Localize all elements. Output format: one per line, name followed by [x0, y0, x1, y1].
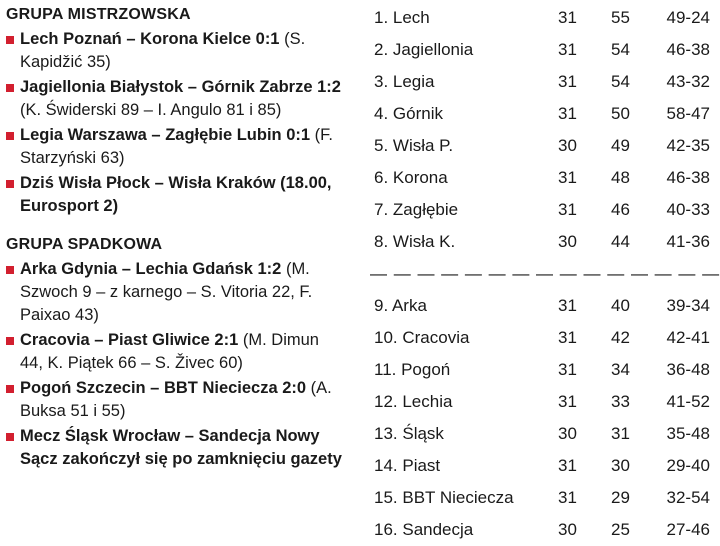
square-bullet-icon: [6, 180, 14, 188]
goal-balance: 27-46: [666, 520, 710, 539]
points: 50: [611, 104, 630, 123]
goal-balance: 46-38: [666, 168, 710, 187]
team-name: 8. Wisła K.: [374, 232, 456, 251]
match-result: [6, 172, 346, 218]
points: 48: [611, 168, 630, 187]
team-name: 15. BBT Nieciecza: [374, 488, 514, 507]
matches-played: 30: [558, 232, 577, 251]
goal-balance: 42-35: [666, 136, 710, 155]
team-name: 2. Jagiellonia: [374, 40, 474, 59]
points: 42: [611, 328, 630, 347]
match-result: [6, 425, 346, 471]
square-bullet-icon: [6, 266, 14, 274]
bottom-group-rows: [370, 290, 720, 546]
team-name: 14. Piast: [374, 456, 441, 475]
points: 40: [611, 296, 630, 315]
square-bullet-icon: [6, 337, 14, 345]
table-row: [370, 194, 720, 226]
team-name: 6. Korona: [374, 168, 448, 187]
match-result: [6, 124, 346, 170]
matches-played: 31: [558, 40, 577, 59]
table-row: [370, 98, 720, 130]
match-result: [6, 329, 346, 375]
results-column: [6, 4, 346, 473]
team-name: 3. Legia: [374, 72, 435, 91]
match-scorers: (S. Kapidžić 35): [20, 30, 306, 71]
goal-balance: 58-47: [666, 104, 710, 123]
match-scorers: (K. Świderski 89 – I. Angulo 81 i 85): [20, 101, 282, 119]
goal-balance: 39-34: [666, 296, 710, 315]
goal-balance: 46-38: [666, 40, 710, 59]
table-row: [370, 226, 720, 258]
team-name: 9. Arka: [374, 296, 427, 315]
match-teams: Arka Gdynia – Lechia Gdańsk 1:2: [20, 260, 282, 278]
matches-played: 31: [558, 72, 577, 91]
group2-title: GRUPA SPADKOWA: [6, 236, 163, 253]
points: 54: [611, 72, 630, 91]
team-name: 5. Wisła P.: [374, 136, 454, 155]
match-scorers: (A. Buksa 51 i 55): [20, 379, 332, 420]
matches-played: 31: [558, 200, 577, 219]
team-name: 1. Lech: [374, 8, 430, 27]
matches-played: 31: [558, 168, 577, 187]
goal-balance: 42-41: [666, 328, 710, 347]
matches-played: 31: [558, 488, 577, 507]
matches-played: 30: [558, 136, 577, 155]
goal-balance: 29-40: [666, 456, 710, 475]
goal-balance: 32-54: [666, 488, 710, 507]
match-scorers: (F. Starzyński 63): [20, 126, 333, 167]
points: 44: [611, 232, 630, 251]
matches-played: 30: [558, 424, 577, 443]
match-teams: Lech Poznań – Korona Kielce 0:1: [20, 30, 280, 48]
points: 49: [611, 136, 630, 155]
match-teams: Cracovia – Piast Gliwice 2:1: [20, 331, 239, 349]
matches-played: 31: [558, 296, 577, 315]
table-row: [370, 290, 720, 322]
table-row: [370, 130, 720, 162]
match-teams: Mecz Śląsk Wrocław – Sandecja Nowy Sącz zakończył się po zamknięciu gazety: [20, 427, 342, 468]
goal-balance: 35-48: [666, 424, 710, 443]
team-name: 10. Cracovia: [374, 328, 470, 347]
matches-played: 31: [558, 392, 577, 411]
table-row: [370, 386, 720, 418]
match-result: [6, 28, 346, 74]
match-result: [6, 377, 346, 423]
goal-balance: 40-33: [666, 200, 710, 219]
points: 46: [611, 200, 630, 219]
goal-balance: 49-24: [666, 8, 710, 27]
table-row: [370, 322, 720, 354]
group2-results: [6, 258, 346, 471]
table-row: [370, 66, 720, 98]
table-row: [370, 418, 720, 450]
matches-played: 30: [558, 520, 577, 539]
points: 29: [611, 488, 630, 507]
match-scorers: (M. Szwoch 9 – z karnego – S. Vitoria 22, F. Paixao 43): [20, 260, 313, 324]
points: 25: [611, 520, 630, 539]
match-teams: Legia Warszawa – Zagłębie Lubin 0:1: [20, 126, 311, 144]
standings-table: [370, 2, 720, 546]
points: 54: [611, 40, 630, 59]
table-row: [370, 450, 720, 482]
top-group-rows: [370, 2, 720, 258]
goal-balance: 41-36: [666, 232, 710, 251]
team-name: 12. Lechia: [374, 392, 453, 411]
points: 30: [611, 456, 630, 475]
matches-played: 31: [558, 104, 577, 123]
points: 34: [611, 360, 630, 379]
square-bullet-icon: [6, 433, 14, 441]
match-teams: Pogoń Szczecin – BBT Nieciecza 2:0: [20, 379, 307, 397]
team-name: 13. Śląsk: [374, 424, 444, 443]
matches-played: 31: [558, 328, 577, 347]
goal-balance: 36-48: [666, 360, 710, 379]
match-scorers: (M. Dimun 44, K. Piątek 66 – S. Živec 60): [20, 331, 319, 372]
table-row: [370, 354, 720, 386]
goal-balance: 43-32: [666, 72, 710, 91]
match-result: [6, 76, 346, 122]
team-name: 4. Górnik: [374, 104, 443, 123]
table-row: [370, 162, 720, 194]
matches-played: 31: [558, 456, 577, 475]
team-name: 7. Zagłębie: [374, 200, 459, 219]
square-bullet-icon: [6, 84, 14, 92]
points: 33: [611, 392, 630, 411]
points: 31: [611, 424, 630, 443]
team-name: 11. Pogoń: [374, 360, 451, 379]
points: 55: [611, 8, 630, 27]
matches-played: 31: [558, 360, 577, 379]
match-teams: Dziś Wisła Płock – Wisła Kraków (18.00, Eurosport 2): [20, 174, 332, 215]
matches-played: 31: [558, 8, 577, 27]
match-result: [6, 258, 346, 327]
table-separator: — — — — — — — — — — — — — — —: [370, 264, 720, 283]
square-bullet-icon: [6, 132, 14, 140]
table-row: [370, 482, 720, 514]
table-row: [370, 2, 720, 34]
table-row: [370, 34, 720, 66]
group1-results: [6, 28, 346, 218]
goal-balance: 41-52: [666, 392, 710, 411]
square-bullet-icon: [6, 385, 14, 393]
table-row: [370, 514, 720, 546]
square-bullet-icon: [6, 36, 14, 44]
team-name: 16. Sandecja: [374, 520, 474, 539]
group1-title: GRUPA MISTRZOWSKA: [6, 6, 191, 23]
match-teams: Jagiellonia Białystok – Górnik Zabrze 1:2: [20, 78, 341, 96]
